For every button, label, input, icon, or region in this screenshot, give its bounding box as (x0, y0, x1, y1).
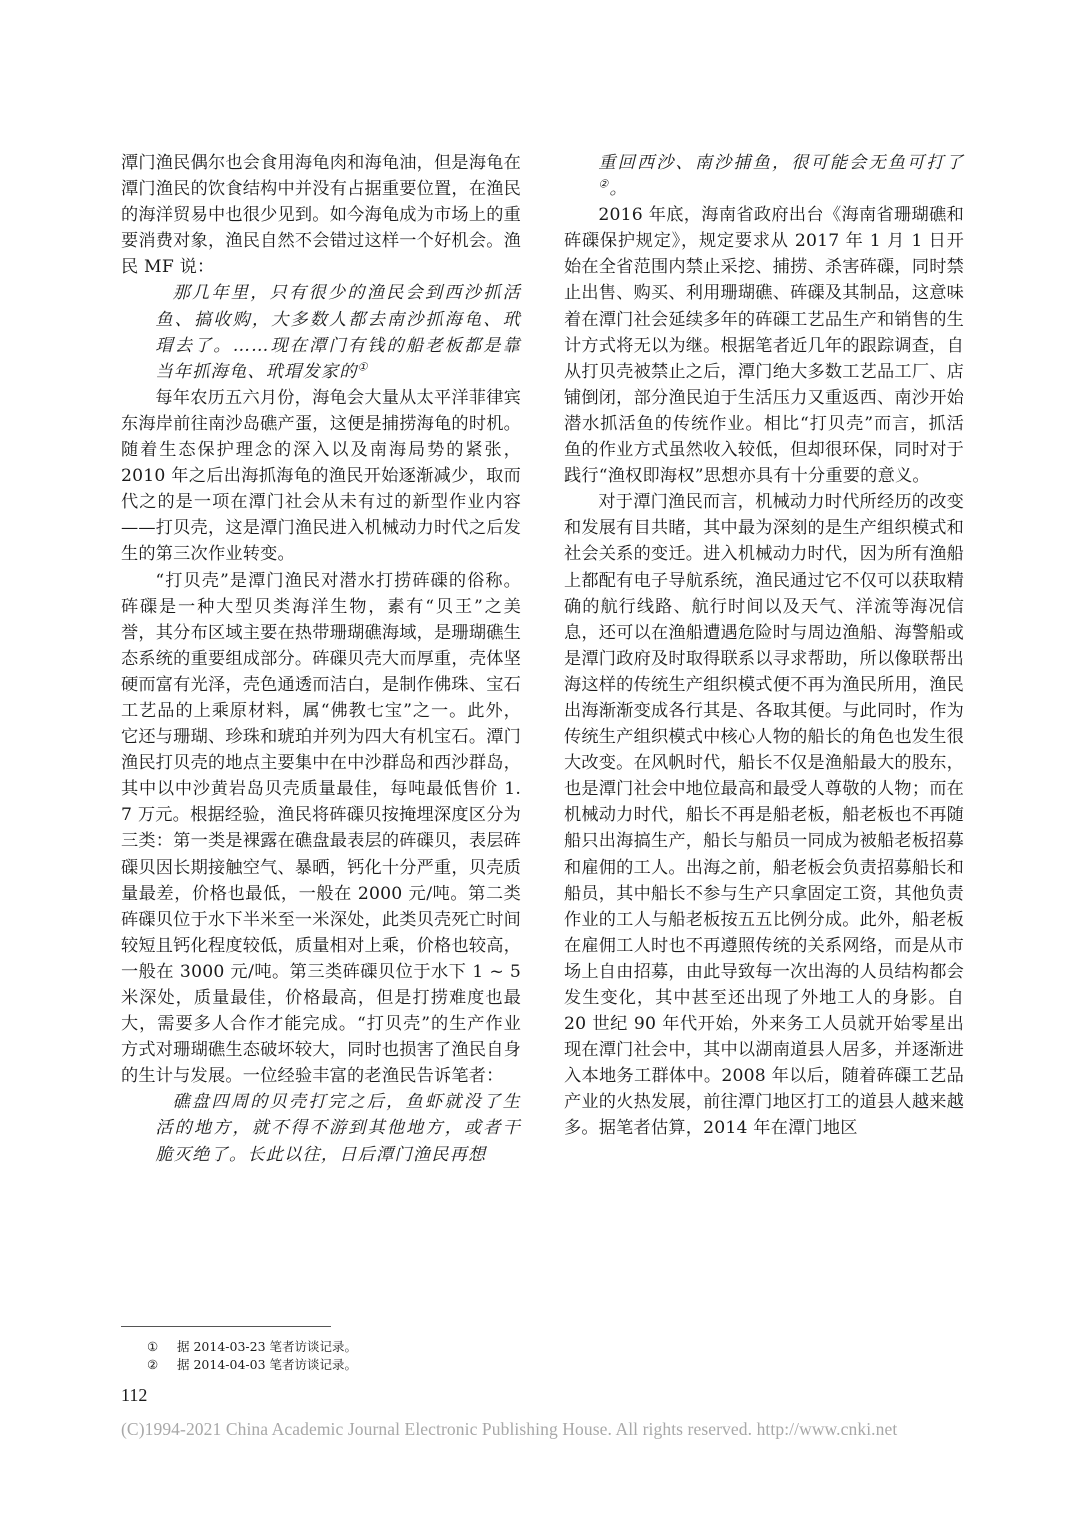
left-column (121, 150, 521, 1168)
paragraph: 2016 年底，海南省政府出台《海南省珊瑚礁和砗磲保护规定》，规定要求从 2017 年 1 月 1 日开始在全省范围内禁止采挖、捕捞、杀害砗磲，同时禁止出售、购买、利用珊瑚礁、砗磲及其制品，这意味着在潭门社会延续多年的砗磲工艺品生产和销售的生计方式将无以为继。根据笔者近几年的跟踪调查，自从打贝壳被禁止之后，潭门绝大多数工艺品工厂、店铺倒闭，部分渔民迫于生活压力又重返西、南沙开始潜水抓活鱼的传统作业。相比“打贝壳”而言，抓活鱼的作业方式虽然收入较低，但却很环保，同时对于践行“渔权即海权”思想亦具有十分重要的意义。 (564, 205, 964, 487)
copyright-watermark: (C)1994-2021 China Academic Journal Electronic Publishing House. All rights reserved. http://www.cnki.net (121, 1419, 898, 1439)
paragraph: 对于潭门渔民而言，机械动力时代所经历的改变和发展有目共睹，其中最为深刻的是生产组织模式和社会关系的变迁。进入机械动力时代，因为所有渔船上都配有电子导航系统，渔民通过它不仅可以获取精确的航行线路、航行时间以及天气、洋流等海况信息，还可以在渔船遭遇危险时与周边渔船、海警船或是潭门政府及时取得联系以寻求帮助，所以像联帮出海这样的传统生产组织模式便不再为渔民所用，渔民出海渐渐变成各行其是、各取其便。与此同时，作为传统生产组织模式中核心人物的船长的角色也发生很大改变。在风帆时代，船长不仅是渔船最大的股东，也是潭门社会中地位最高和最受人尊敬的人物；而在机械动力时代，船长不再是船老板，船老板也不再随船只出海搞生产，船长与船员一同成为被船老板招募和雇佣的工人。出海之前，船老板会负责招募船长和船员，其中船长不参与生产只拿固定工资，其他负责作业的工人与船老板按五五比例分成。此外，船老板在雇佣工人时也不再遵照传统的关系网络，而是从市场上自由招募，由此导致每一次出海的人员结构都会发生变化，其中甚至还出现了外地工人的身影。自 20 世纪 90 年代开始，外来务工人员就开始零星出现在潭门社会中，其中以湖南道县人居多，并逐渐进入本地务工群体中。2008 年以后，随着砗磲工艺品产业的火热发展，前往潭门地区打工的道县人越来越多。据笔者估算，2014 年在潭门地区 (564, 492, 964, 1139)
quote-text: 重回西沙、南沙捕鱼，很可能会无鱼可打了 (598, 153, 964, 173)
footnote-mark: ② (147, 1357, 159, 1372)
paragraph: “打贝壳”是潭门渔民对潜水打捞砗磲的俗称。砗磲是一种大型贝类海洋生物，素有“贝王”之美誉，其分布区域主要在热带珊瑚礁海域，是珊瑚礁生态系统的重要组成部分。砗磲贝壳大而厚重，壳体坚硬而富有光泽，壳色通透而洁白，是制作佛珠、宝石工艺品的上乘原材料，属“佛教七宝”之一。此外，它还与珊瑚、珍珠和琥珀并列为四大有机宝石。潭门渔民打贝壳的地点主要集中在中沙群岛和西沙群岛，其中以中沙黄岩岛贝壳质量最佳，每吨最低售价 1. 7 万元。根据经验，渔民将砗磲贝按掩埋深度区分为三类：第一类是裸露在礁盘最表层的砗磲贝，表层砗磲贝因长期接触空气、暴晒，钙化十分严重，贝壳质量最差，价格也最低，一般在 2000 元/吨。第二类砗磲贝位于水下半米至一米深处，此类贝壳死亡时间较短且钙化程度较低，质量相对上乘，价格也较高，一般在 3000 元/吨。第三类砗磲贝位于水下 1 ~ 5 米深处，质量最佳，价格最高，但是打捞难度也最大，需要多人合作才能完成。“打贝壳”的生产作业方式对珊瑚礁生态破坏较大，同时也损害了渔民自身的生计与发展。一位经验丰富的老渔民告诉笔者： (121, 570, 521, 1087)
footnote-ref[interactable]: ① (357, 360, 369, 374)
footnote-item (147, 1338, 357, 1356)
page-number: 112 (121, 1385, 148, 1405)
paragraph: 潭门渔民偶尔也会食用海龟肉和海龟油，但是海龟在潭门渔民的饮食结构中并没有占据重要位置，在渔民的海洋贸易中也很少见到。如今海龟成为市场上的重要消费对象，渔民自然不会错过这样一个好机会。渔民 MF 说： (121, 153, 521, 278)
block-quote (155, 280, 521, 384)
block-quote: 礁盘四周的贝壳打完之后，鱼虾就没了生活的地方，就不得不游到其他地方，或者干脆灭绝了。长此以往，日后潭门渔民再想 (155, 1092, 521, 1165)
footnote-text: 据 2014-03-23 笔者访谈记录。 (177, 1339, 358, 1354)
footnote-divider (121, 1326, 331, 1327)
quote-text: 那几年里，只有很少的渔民会到西沙抓活鱼、搞收购，大多数人都去南沙抓海龟、玳瑁去了。……现在潭门有钱的船老板都是靠当年抓海龟、玳瑁发家的 (155, 283, 521, 382)
footnote-mark: ① (147, 1339, 159, 1354)
block-quote-continued: 重回西沙、南沙捕鱼，很可能会无鱼可打了②。 (598, 153, 964, 200)
footnotes (147, 1338, 357, 1374)
footnote-item (147, 1356, 357, 1374)
paragraph: 每年农历五六月份，海龟会大量从太平洋菲律宾东海岸前往南沙岛礁产蛋，这便是捕捞海龟的时机。随着生态保护理念的深入以及南海局势的紧张，2010 年之后出海抓海龟的渔民开始逐渐减少，取而代之的是一项在潭门社会从未有过的新型作业内容——打贝壳，这是潭门渔民进入机械动力时代之后发生的第三次作业转变。 (121, 387, 521, 565)
footnote-ref[interactable]: ② (598, 177, 610, 191)
right-column (564, 150, 964, 1142)
footnote-text: 据 2014-04-03 笔者访谈记录。 (177, 1357, 358, 1372)
